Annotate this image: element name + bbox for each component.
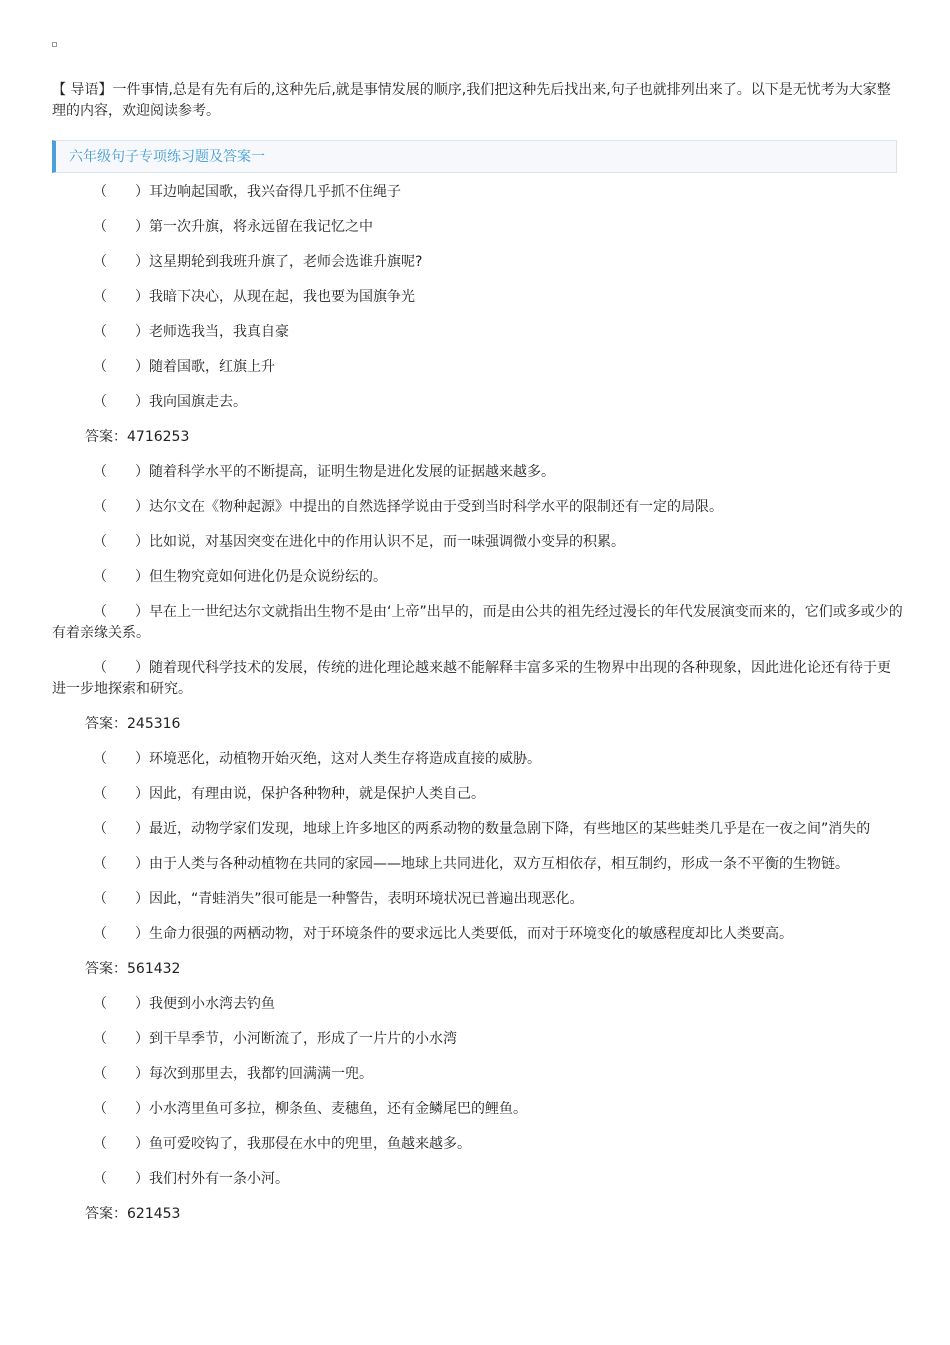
intro-paragraph: 【 导语】一件事情,总是有先有后的,这种先后,就是事情发展的顺序,我们把这种先后找出来,句子也就排列出来了。以下是无忧考为大家整理的内容，欢迎阅读参考。 — [52, 82, 891, 119]
exercise-group-2 — [52, 462, 904, 735]
answer-line: 答案：4716253 — [85, 429, 190, 445]
sentence-item: （ ）我们村外有一条小河。 — [93, 1171, 289, 1187]
sentence-item: （ ）早在上一世纪达尔文就指出生物不是由‘上帝”出早的，而是由公共的祖先经过漫长的年代发展演变而来的，它们或多或少的有着亲缘关系。 — [52, 604, 903, 641]
sentence-item: （ ）随着科学水平的不断提高，证明生物是进化发展的证据越来越多。 — [93, 464, 555, 480]
answer-line: 答案：621453 — [85, 1206, 181, 1222]
sentence-item: （ ）老师选我当，我真自豪 — [93, 324, 289, 340]
sentence-item: （ ）每次到那里去，我都钓回满满一兜。 — [93, 1066, 373, 1082]
answer-line: 答案：245316 — [85, 716, 181, 732]
answer-line: 答案：561432 — [85, 961, 181, 977]
sentence-item: （ ）随着国歌，红旗上升 — [93, 359, 275, 375]
exercise-group-3 — [52, 749, 904, 980]
sentence-item: （ ）鱼可爱咬钩了，我那侵在水中的兜里，鱼越来越多。 — [93, 1136, 471, 1152]
sentence-item: （ ）耳边响起国歌，我兴奋得几乎抓不住绳子 — [93, 184, 401, 200]
sentence-item: （ ）第一次升旗，将永远留在我记忆之中 — [93, 219, 373, 235]
sentence-item: （ ）随着现代科学技术的发展，传统的进化理论越来越不能解释丰富多采的生物界中出现的各种现象，因此进化论还有待于更进一步地探索和研究。 — [52, 660, 891, 697]
exercise-group-4 — [52, 994, 904, 1225]
sentence-item: （ ）小水湾里鱼可多拉，柳条鱼、麦穗鱼，还有金鳞尾巴的鲤鱼。 — [93, 1101, 527, 1117]
exercise-group-1 — [52, 182, 904, 448]
sentence-item: （ ）因此，有理由说，保护各种物种，就是保护人类自己。 — [93, 786, 485, 802]
sentence-item: （ ）由于人类与各种动植物在共同的家园——地球上共同进化，双方互相依存，相互制约，形成一条不平衡的生物链。 — [93, 856, 849, 872]
sentence-item: （ ）最近，动物学家们发现，地球上许多地区的两系动物的数量急剧下降，有些地区的某些蛙类几乎是在一夜之间”消失的 — [93, 821, 871, 837]
sentence-item: （ ）因此，“青蛙消失”很可能是一种警告，表明环境状况已普遍出现恶化。 — [93, 891, 584, 907]
sentence-item: （ ）生命力很强的两栖动物，对于环境条件的要求远比人类要低，而对于环境变化的敏感程度却比人类要高。 — [93, 926, 793, 942]
sentence-item: （ ）我向国旗走去。 — [93, 394, 247, 410]
section-heading: 六年级句子专项练习题及答案一 — [52, 140, 897, 173]
sentence-item: （ ）到干旱季节，小河断流了，形成了一片片的小水湾 — [93, 1031, 457, 1047]
sentence-item: （ ）比如说，对基因突变在进化中的作用认识不足，而一味强调微小变异的积累。 — [93, 534, 625, 550]
sentence-item: （ ）我暗下决心，从现在起，我也要为国旗争光 — [93, 289, 415, 305]
sentence-item: （ ）但生物究竟如何进化仍是众说纷纭的。 — [93, 569, 387, 585]
sentence-item: （ ）这星期轮到我班升旗了，老师会选谁升旗呢? — [93, 254, 423, 270]
bullet-marker — [52, 42, 57, 47]
sentence-item: （ ）我便到小水湾去钓鱼 — [93, 996, 275, 1012]
sentence-item: （ ）环境恶化，动植物开始灭绝，这对人类生存将造成直接的威胁。 — [93, 751, 541, 767]
sentence-item: （ ）达尔文在《物种起源》中提出的自然选择学说由于受到当时科学水平的限制还有一定的局限。 — [93, 499, 723, 515]
exercise-content — [52, 182, 904, 1225]
